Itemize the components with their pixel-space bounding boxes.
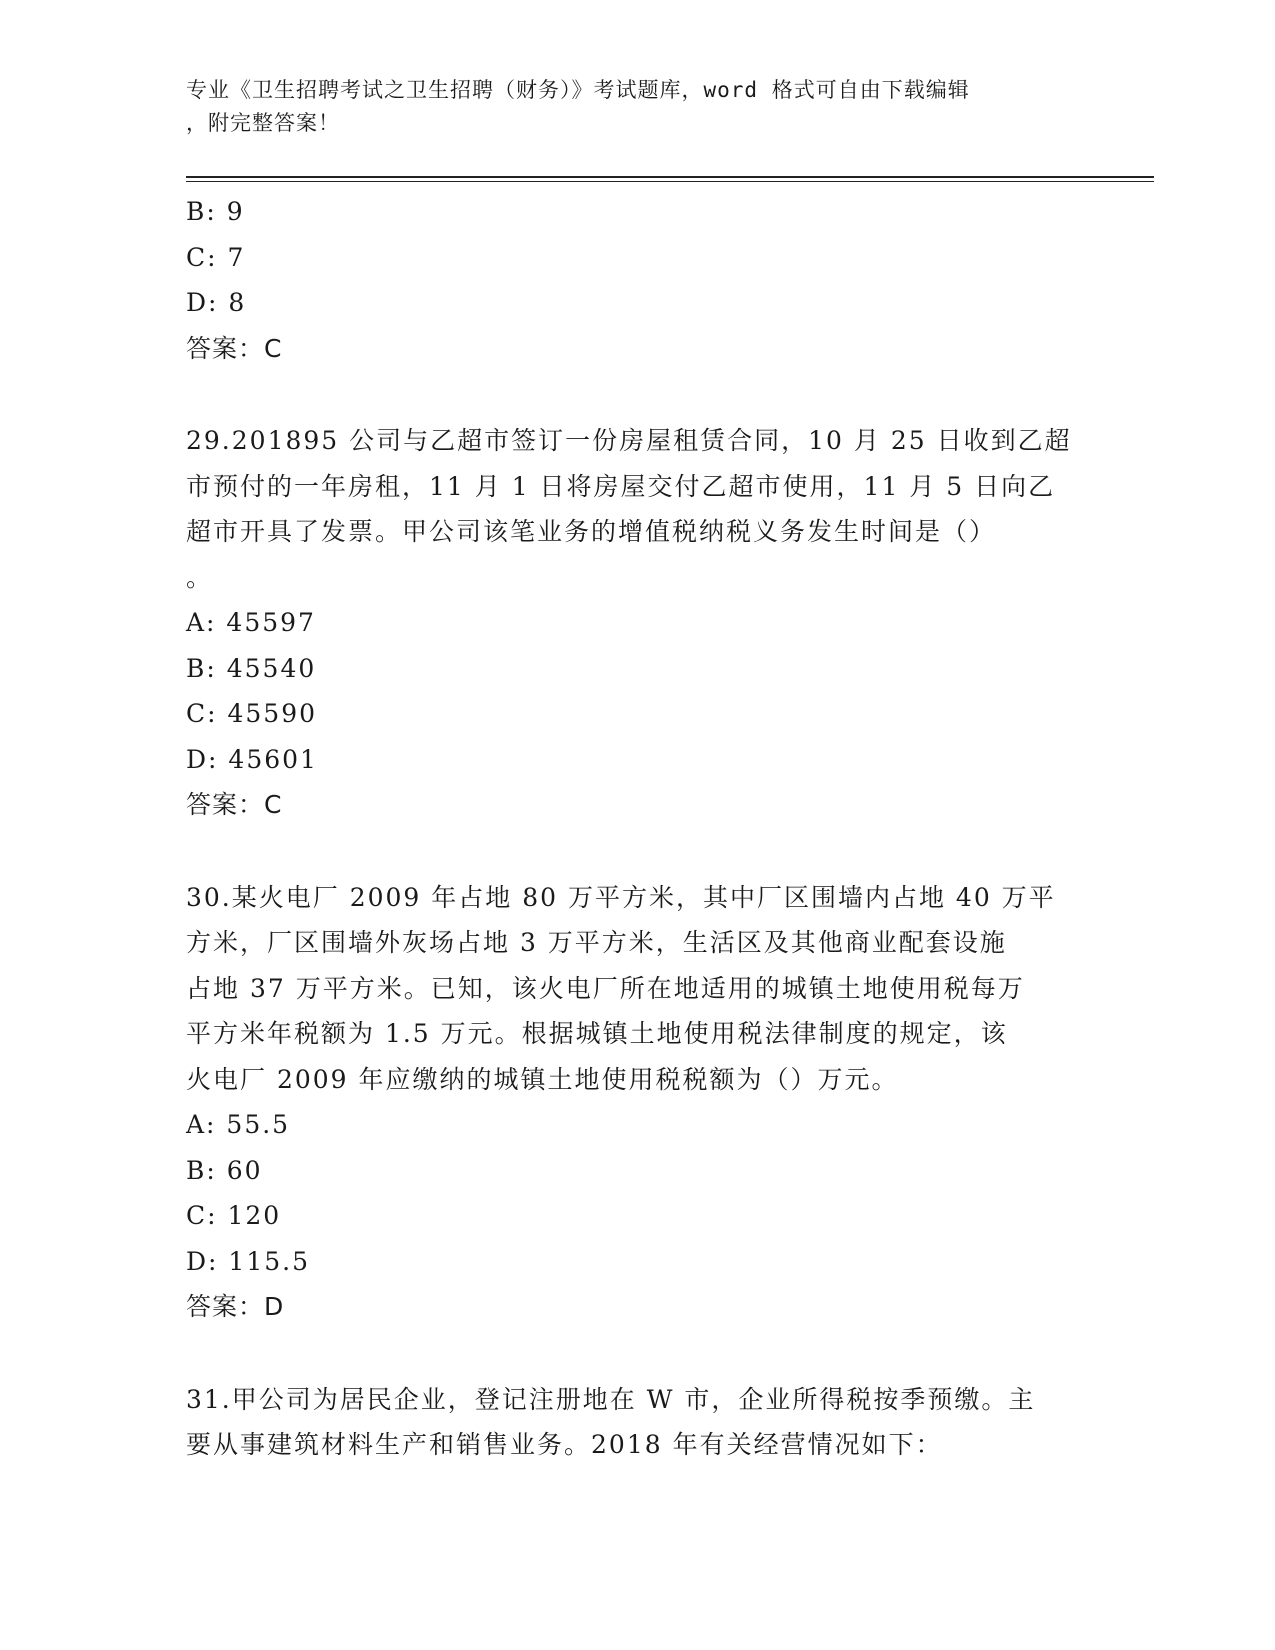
header-line-1: 专业《卫生招聘考试之卫生招聘（财务）》考试题库，word 格式可自由下载编辑 (186, 78, 970, 102)
option-b: B: 9 (186, 197, 245, 226)
spacer (186, 371, 1086, 418)
question-28 (186, 189, 1086, 371)
answer-line: 答案：C (186, 333, 283, 363)
question-text-line: 29.201895 公司与乙超市签订一份房屋租赁合同，10 月 25 日收到乙超 (186, 426, 1072, 455)
question-30 (186, 875, 1086, 1330)
question-text-line: 超市开具了发票。甲公司该笔业务的增值税纳税义务发生时间是（） (186, 517, 997, 546)
question-text-line: 。 (186, 562, 214, 592)
spacer (186, 1330, 1086, 1377)
question-text-line: 平方米年税额为 1.5 万元。根据城镇土地使用税法律制度的规定，该 (186, 1019, 1008, 1048)
question-text-line: 火电厂 2009 年应缴纳的城镇土地使用税税额为（）万元。 (186, 1064, 899, 1094)
option-b: B: 60 (186, 1155, 263, 1185)
question-text-line: 30.某火电厂 2009 年占地 80 万平方米，其中厂区围墙内占地 40 万平 (186, 882, 1056, 912)
question-text-line: 要从事建筑材料生产和销售业务。2018 年有关经营情况如下： (186, 1430, 943, 1459)
header-rule-thin (186, 181, 1154, 182)
question-text-line: 市预付的一年房租，11 月 1 日将房屋交付乙超市使用，11 月 5 日向乙 (186, 471, 1056, 501)
option-c: C: 45590 (186, 699, 318, 728)
option-c: C: 120 (186, 1201, 282, 1230)
option-c: C: 7 (186, 242, 246, 272)
option-a: A: 45597 (186, 608, 316, 637)
option-d: D: 8 (186, 288, 247, 317)
question-31 (186, 1377, 1086, 1468)
question-text-line: 方米，厂区围墙外灰场占地 3 万平方米，生活区及其他商业配套设施 (186, 928, 1007, 957)
option-d: D: 45601 (186, 744, 318, 774)
option-a: A: 55.5 (186, 1110, 291, 1139)
question-text-line: 31.甲公司为居民企业，登记注册地在 W 市，企业所得税按季预缴。主 (186, 1384, 1036, 1414)
answer-line: 答案：C (186, 790, 283, 819)
header-rule-thick (186, 176, 1154, 178)
option-b: B: 45540 (186, 653, 317, 683)
question-29 (186, 418, 1086, 828)
document-header (186, 74, 1066, 140)
option-d: D: 115.5 (186, 1246, 310, 1276)
header-line-2: ，附完整答案！ (186, 111, 340, 135)
spacer (186, 828, 1086, 875)
question-list (186, 189, 1086, 1468)
answer-line: 答案：D (186, 1292, 285, 1321)
question-text-line: 占地 37 万平方米。已知，该火电厂所在地适用的城镇土地使用税每万 (186, 973, 1025, 1003)
